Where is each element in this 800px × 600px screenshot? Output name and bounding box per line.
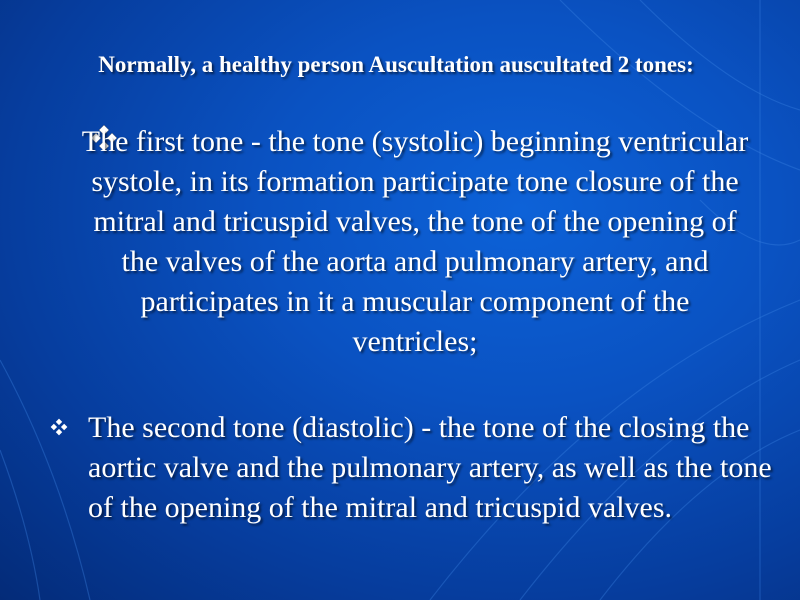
bullet-point-second-tone: The second tone (diastolic) - the tone of the closing the aortic valve and the pulmonary artery, as well as the tone of the opening of the mitral and tricuspid valves. [88, 411, 772, 524]
slide-title: Normally, a healthy person Auscultation auscultated 2 tones: [98, 52, 694, 77]
bullet-point-first-tone: The first tone - the tone (systolic) beginning ventricular systole, in its formation participate tone closure of the mitral and tricuspid valves, the tone of the opening of the valves of the aorta and pulmonary artery, and participates in it a muscular component of the ventricles; [81, 125, 749, 358]
four-diamond-bullet-icon [50, 418, 68, 436]
